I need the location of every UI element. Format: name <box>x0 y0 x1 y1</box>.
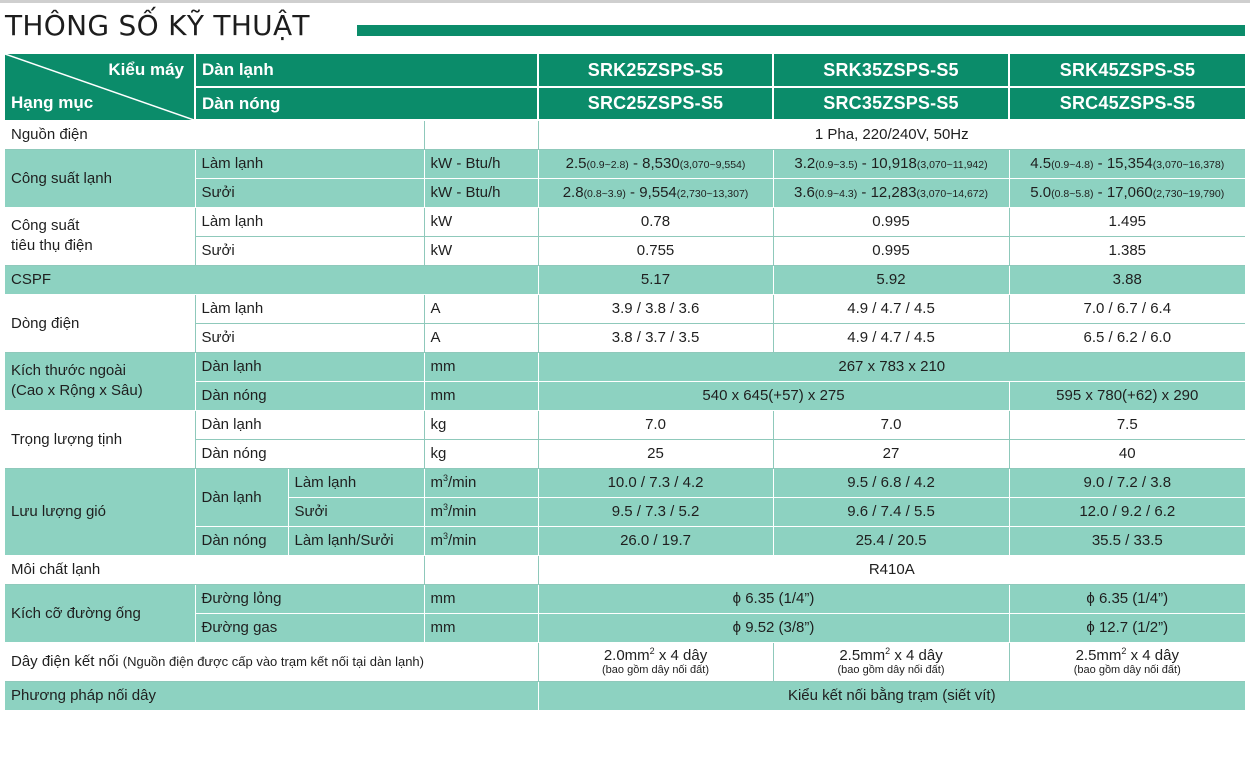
weight-outdoor-value-3: 40 <box>1009 439 1245 468</box>
airflow-cool-value-2: 9.5 / 6.8 / 4.2 <box>773 468 1009 497</box>
consumption-heat-label: Sưởi <box>195 236 424 265</box>
consumption-cool-value-1: 0.78 <box>538 207 773 236</box>
consumption-heat-value-2: 0.995 <box>773 236 1009 265</box>
dimensions-outdoor-label: Dàn nóng <box>195 381 424 410</box>
capacity-cool-value-2: 3.2(0.9~3.5) - 10,918(3,070~11,942) <box>773 149 1009 178</box>
weight-indoor-unit: kg <box>424 410 538 439</box>
consumption-heat-value-1: 0.755 <box>538 236 773 265</box>
airflow-heat-value-3: 12.0 / 9.2 / 6.2 <box>1009 497 1245 526</box>
row-dimensions-indoor <box>5 352 1245 381</box>
consumption-heat-value-3: 1.385 <box>1009 236 1245 265</box>
cspf-label: CSPF <box>5 265 538 294</box>
capacity-cool-label: Làm lạnh <box>195 149 424 178</box>
piping-gas-value-3: ϕ 12.7 (1/2”) <box>1009 613 1245 642</box>
weight-outdoor-value-1: 25 <box>538 439 773 468</box>
airflow-heat-value-2: 9.6 / 7.4 / 5.5 <box>773 497 1009 526</box>
outdoor-model-3: SRC45ZSPS-S5 <box>1009 87 1245 120</box>
title-row <box>5 3 1245 51</box>
airflow-indoor-label: Dàn lạnh <box>195 468 288 526</box>
row-piping-liquid <box>5 584 1245 613</box>
airflow-outdoor-value-2: 25.4 / 20.5 <box>773 526 1009 555</box>
connection-method-label: Phương pháp nối dây <box>5 681 538 710</box>
current-cool-value-3: 7.0 / 6.7 / 6.4 <box>1009 294 1245 323</box>
capacity-cool-value-3: 4.5(0.9~4.8) - 15,354(3,070~16,378) <box>1009 149 1245 178</box>
airflow-outdoor-label: Dàn nóng <box>195 526 288 555</box>
dimensions-outdoor-unit: mm <box>424 381 538 410</box>
current-heat-value-3: 6.5 / 6.2 / 6.0 <box>1009 323 1245 352</box>
row-connection-method <box>5 681 1245 710</box>
capacity-heat-value-1: 2.8(0.8~3.9) - 9,554(2,730~13,307) <box>538 178 773 207</box>
current-label: Dòng điện <box>5 294 195 352</box>
current-cool-unit: A <box>424 294 538 323</box>
weight-outdoor-value-2: 27 <box>773 439 1009 468</box>
weight-outdoor-label: Dàn nóng <box>195 439 424 468</box>
power-source-unit <box>424 120 538 149</box>
refrigerant-value: R410A <box>538 555 1245 584</box>
row-cspf <box>5 265 1245 294</box>
consumption-cool-value-2: 0.995 <box>773 207 1009 236</box>
piping-gas-unit: mm <box>424 613 538 642</box>
piping-label: Kích cỡ đường ống <box>5 584 195 642</box>
dimensions-indoor-unit: mm <box>424 352 538 381</box>
row-wiring <box>5 642 1245 681</box>
capacity-heat-unit: kW - Btu/h <box>424 178 538 207</box>
capacity-label: Công suất lạnh <box>5 149 195 207</box>
weight-outdoor-unit: kg <box>424 439 538 468</box>
indoor-model-1: SRK25ZSPS-S5 <box>538 54 773 87</box>
piping-liquid-unit: mm <box>424 584 538 613</box>
piping-gas-label: Đường gas <box>195 613 424 642</box>
wiring-value-3: $2.5mm^2$ x 4 dây (bao gồm dây nối đất) <box>1009 642 1245 681</box>
current-heat-value-1: 3.8 / 3.7 / 3.5 <box>538 323 773 352</box>
corner-bottom-label: Hạng mục <box>11 93 94 112</box>
header-row-indoor <box>5 54 1245 87</box>
wiring-label: Dây điện kết nối (Nguồn điện được cấp vào trạm kết nối tại dàn lạnh) <box>5 642 538 681</box>
airflow-outdoor-mode-label: Làm lạnh/Sưởi <box>288 526 424 555</box>
current-heat-unit: A <box>424 323 538 352</box>
capacity-heat-value-3: 5.0(0.8~5.8) - 17,060(2,730~19,790) <box>1009 178 1245 207</box>
row-capacity-cool <box>5 149 1245 178</box>
weight-indoor-label: Dàn lạnh <box>195 410 424 439</box>
connection-method-value: Kiểu kết nối bằng trạm (siết vít) <box>538 681 1245 710</box>
dimensions-label: Kích thước ngoài (Cao x Rộng x Sâu) <box>5 352 195 410</box>
weight-indoor-value-2: 7.0 <box>773 410 1009 439</box>
row-current-cool <box>5 294 1245 323</box>
airflow-label: Lưu lượng gió <box>5 468 195 555</box>
power-source-value: 1 Pha, 220/240V, 50Hz <box>538 120 1245 149</box>
row-power-source <box>5 120 1245 149</box>
weight-label: Trọng lượng tịnh <box>5 410 195 468</box>
airflow-heat-label: Sưởi <box>288 497 424 526</box>
airflow-cool-value-3: 9.0 / 7.2 / 3.8 <box>1009 468 1245 497</box>
piping-gas-value-12: ϕ 9.52 (3/8”) <box>538 613 1009 642</box>
airflow-outdoor-unit: $m^3/\min$ <box>424 526 538 555</box>
row-airflow-cool <box>5 468 1245 497</box>
wiring-value-2: $2.5mm^2$ x 4 dây (bao gồm dây nối đất) <box>773 642 1009 681</box>
dimensions-indoor-value: 267 x 783 x 210 <box>538 352 1245 381</box>
current-heat-label: Sưởi <box>195 323 424 352</box>
outdoor-model-1: SRC25ZSPS-S5 <box>538 87 773 120</box>
consumption-cool-label: Làm lạnh <box>195 207 424 236</box>
power-source-label: Nguồn điện <box>5 120 424 149</box>
indoor-model-2: SRK35ZSPS-S5 <box>773 54 1009 87</box>
consumption-cool-unit: kW <box>424 207 538 236</box>
airflow-heat-value-1: 9.5 / 7.3 / 5.2 <box>538 497 773 526</box>
page-title: THÔNG SỐ KỸ THUẬT <box>5 9 310 42</box>
refrigerant-unit <box>424 555 538 584</box>
title-accent-bar <box>357 25 1245 36</box>
current-cool-value-2: 4.9 / 4.7 / 4.5 <box>773 294 1009 323</box>
consumption-label: Công suất tiêu thụ điện <box>5 207 195 265</box>
current-cool-value-1: 3.9 / 3.8 / 3.6 <box>538 294 773 323</box>
header-corner <box>5 54 195 120</box>
capacity-cool-unit: kW - Btu/h <box>424 149 538 178</box>
weight-indoor-value-1: 7.0 <box>538 410 773 439</box>
cspf-value-1: 5.17 <box>538 265 773 294</box>
consumption-heat-unit: kW <box>424 236 538 265</box>
capacity-heat-label: Sưởi <box>195 178 424 207</box>
airflow-outdoor-value-1: 26.0 / 19.7 <box>538 526 773 555</box>
airflow-cool-unit: $m^3/\min$ <box>424 468 538 497</box>
current-cool-label: Làm lạnh <box>195 294 424 323</box>
outdoor-model-2: SRC35ZSPS-S5 <box>773 87 1009 120</box>
cspf-value-3: 3.88 <box>1009 265 1245 294</box>
row-weight-indoor <box>5 410 1245 439</box>
indoor-header-label: Dàn lạnh <box>195 54 538 87</box>
indoor-model-3: SRK45ZSPS-S5 <box>1009 54 1245 87</box>
airflow-cool-label: Làm lạnh <box>288 468 424 497</box>
refrigerant-label: Môi chất lạnh <box>5 555 424 584</box>
corner-top-label: Kiểu máy <box>108 60 184 79</box>
dimensions-indoor-label: Dàn lạnh <box>195 352 424 381</box>
piping-liquid-value-12: ϕ 6.35 (1/4”) <box>538 584 1009 613</box>
row-refrigerant <box>5 555 1245 584</box>
airflow-heat-unit: $m^3/\min$ <box>424 497 538 526</box>
spec-table <box>5 54 1245 711</box>
airflow-outdoor-value-3: 35.5 / 33.5 <box>1009 526 1245 555</box>
dimensions-outdoor-value-3: 595 x 780(+62) x 290 <box>1009 381 1245 410</box>
row-consumption-cool <box>5 207 1245 236</box>
wiring-value-1: $2.0mm^2$ x 4 dây (bao gồm dây nối đất) <box>538 642 773 681</box>
current-heat-value-2: 4.9 / 4.7 / 4.5 <box>773 323 1009 352</box>
outdoor-header-label: Dàn nóng <box>195 87 538 120</box>
weight-indoor-value-3: 7.5 <box>1009 410 1245 439</box>
piping-liquid-label: Đường lỏng <box>195 584 424 613</box>
cspf-value-2: 5.92 <box>773 265 1009 294</box>
capacity-cool-value-1: 2.5(0.9~2.8) - 8,530(3,070~9,554) <box>538 149 773 178</box>
consumption-cool-value-3: 1.495 <box>1009 207 1245 236</box>
capacity-heat-value-2: 3.6(0.9~4.3) - 12,283(3,070~14,672) <box>773 178 1009 207</box>
airflow-cool-value-1: 10.0 / 7.3 / 4.2 <box>538 468 773 497</box>
dimensions-outdoor-value-12: 540 x 645(+57) x 275 <box>538 381 1009 410</box>
piping-liquid-value-3: ϕ 6.35 (1/4”) <box>1009 584 1245 613</box>
